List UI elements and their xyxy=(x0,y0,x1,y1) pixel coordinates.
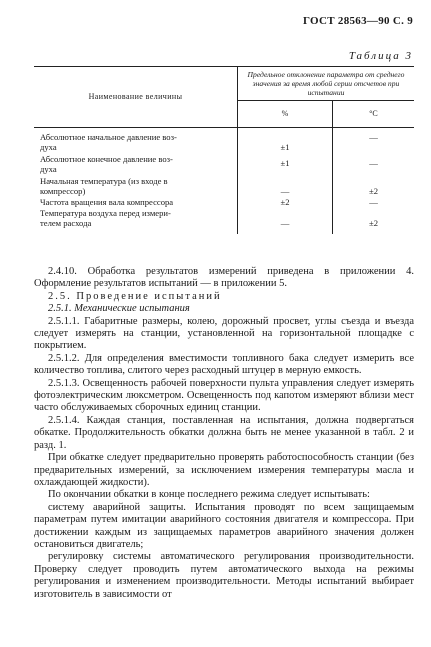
paragraph-2-5-1-2: 2.5.1.2. Для определения вместимости топливного бака следует измерить все количество топлива, слитого через расходный штуцер в мерную емкость. xyxy=(34,352,414,377)
row-label-cont: телем расхода xyxy=(40,218,92,228)
table-row xyxy=(34,207,414,234)
row-value-celsius: — xyxy=(369,132,378,142)
row-label: Частота вращения вала компрессора xyxy=(34,196,238,207)
paragraph-emergency-protection: систему аварийной защиты. Испытания проводят по всем защищаемым параметрам путем имитации аварийного состояния двигателя и компрессора. При достижении каждым из защищаемых параметров аварийного значения должен остановиться двигатель; xyxy=(34,501,414,550)
row-value-percent: ±1 xyxy=(238,152,333,174)
paragraph-2-5-1-4: 2.5.1.4. Каждая станция, поставленная на испытания, должна подвергаться обкатке. Продолжительность обкатки должна быть не менее указанной в табл. 2 и разд. 1. xyxy=(34,414,414,451)
row-label: Абсолютное конечное давление воз- xyxy=(40,154,173,164)
column-header-percent: % xyxy=(238,101,333,128)
column-header-name: Наименование величины xyxy=(34,67,238,128)
table-row xyxy=(34,128,414,153)
table-row xyxy=(34,174,414,196)
paragraph-run-in: При обкатке следует предварительно проверять работоспособность станции (без предварительных измерений, за исключением измерения температуры масла и охлаждающей жидкости). xyxy=(34,452,414,488)
row-label-cont: духа xyxy=(40,142,57,152)
row-value-percent: ±2 xyxy=(238,196,333,207)
row-label-cont: компрессор) xyxy=(40,186,86,196)
paragraph-after-run-in: По окончании обкатки в конце последнего режима следует испытывать: xyxy=(48,489,370,501)
row-label: Температура воздуха перед измери- xyxy=(40,208,171,218)
row-label: Начальная температура (из входе в xyxy=(40,176,168,186)
section-title: 2.5. Проведение испытаний xyxy=(48,290,222,302)
row-label-cont: духа xyxy=(40,164,57,174)
body-text xyxy=(34,266,414,601)
column-header-deviation: Предельное отклонение параметра от среднего значения за время любой серии отсчетов при испытании xyxy=(238,67,415,101)
row-label: Абсолютное начальное давление воз- xyxy=(40,132,177,142)
table-row xyxy=(34,152,414,174)
row-value-celsius: — xyxy=(369,158,378,168)
column-header-celsius: °C xyxy=(333,101,415,128)
parameters-table xyxy=(34,66,414,234)
table-row xyxy=(34,196,414,207)
paragraph-2-5-1-1: 2.5.1.1. Габаритные размеры, колею, дорожный просвет, углы съезда и въезда следует измерять на станции, установленной на горизонтальной площадке с покрытием. xyxy=(34,315,414,352)
paragraph-2-4-10: 2.4.10. Обработка результатов измерений приведена в приложении 4. Оформление результатов испытаний — в приложении 5. xyxy=(34,266,414,290)
paragraph-2-5-1-3: 2.5.1.3. Освещенность рабочей поверхности пульта управления следует измерять фотоэлектрическим люксметром. Освещенность под капотом измеряют вблизи мест часто обслуживаемых сборочных единиц станции. xyxy=(34,377,414,414)
row-value-percent: — xyxy=(238,174,333,196)
paragraph-regulation: регулировку системы автоматического регулирования производительности. Проверку следует проводить путем автоматического выхода на режимы регулирования и изменением производительности. Методы испытаний выбирает изготовитель в зависимости от xyxy=(34,551,414,600)
subsection-title: 2.5.1. Механические испытания xyxy=(48,303,190,315)
table-title: Таблица 3 xyxy=(348,50,413,62)
row-value-percent: ±1 xyxy=(238,128,333,153)
row-value-celsius: — xyxy=(369,197,378,207)
row-value-celsius: ±2 xyxy=(368,186,378,196)
row-value-celsius: ±2 xyxy=(368,218,378,228)
page-header: ГОСТ 28563—90 С. 9 xyxy=(302,15,413,27)
row-value-percent: — xyxy=(238,207,333,234)
